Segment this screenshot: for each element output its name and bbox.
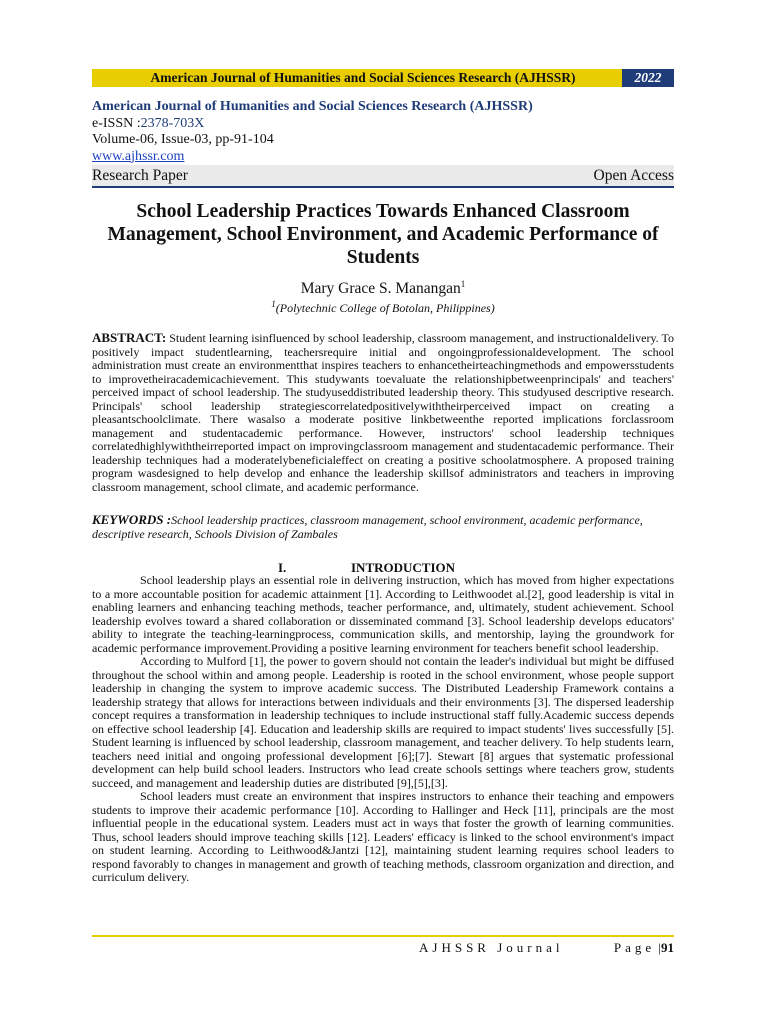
paragraph: According to Mulford [1], the power to govern should not contain the leader's individual but might be diffused throughout the school within and among people. Leadership is rooted in the school environment, whose people support leadership in changing the system to improve academic success. The Distributed Leadership Framework contains a leadership strategy that allows for interactions between individuals and their environments [3]. The dispersed leadership concept requires a transformation in leadership techniques to include instructional staff fully.Academic success depends on effective school leadership [4]. Education and leadership skills are required to impact students' lives successfully [5]. Student learning is influenced by school leadership, classroom management, and teacher delivery. To help students learn, teachers need initial and ongoing professional development [6];[7]. Stewart [8] argues that systematic professional development can help build school leaders. Instructors who lead create schools settings where teachers grow, students succeed, and management and leadership duties are distributed [9],[5],[3]. — [92, 654, 674, 790]
keywords-text: School leadership practices, classroom management, school environment, academic performance, descriptive research, Schools Division of Zambales — [92, 513, 643, 541]
keywords-label: KEYWORDS : — [92, 512, 172, 527]
publication-info — [92, 99, 533, 165]
abstract — [92, 331, 674, 494]
page-footer — [92, 940, 674, 956]
author-affiliation-line — [92, 299, 674, 316]
issn-line — [92, 116, 533, 133]
footer-page-separator: | — [658, 940, 661, 955]
footer-page — [614, 940, 674, 956]
footer-divider — [92, 935, 674, 937]
paragraph: School leaders must create an environment that inspires instructors to enhance their teaching and empowers students to improve their academic performance [10]. According to Hallinger and Heck [11], principals are the most influential people in the educational system. Leaders must act in ways that foster the growth of learning communities. Thus, school leaders should improve teaching skills [12]. Leaders' efficacy is linked to the school environment's impact on student learning. According to Leithwood&Jantzi [12], maintaining student learning requires school leaders to respond favorably to changes in management and growth of teaching methods, classroom organization and direction, and curriculum delivery. — [92, 789, 674, 884]
website-link[interactable]: www.ajhssr.com — [92, 148, 185, 164]
footer-page-label: Page — [613, 940, 656, 955]
author-affiliation: (Polytechnic College of Botolan, Philippines) — [275, 301, 495, 315]
author-name: Mary Grace S. Manangan — [300, 280, 461, 298]
footer-journal: AJHSSR Journal — [419, 940, 564, 955]
paper-title: School Leadership Practices Towards Enhanced Classroom Management, School Environment, and Academic Performance of Students — [107, 201, 659, 268]
journal-header-bar — [92, 69, 674, 87]
journal-header-year: 2022 — [622, 69, 674, 87]
issn-value: 2378-703X — [140, 115, 205, 131]
introduction-body — [92, 574, 674, 885]
author-superscript: 1 — [460, 279, 466, 289]
journal-name: American Journal of Humanities and Social Sciences Research (AJHSSR) — [92, 99, 533, 114]
paper-type-row — [92, 165, 674, 188]
affiliation-superscript: 1 — [271, 299, 276, 309]
keywords — [92, 513, 674, 541]
paragraph: School leadership plays an essential role in delivering instruction, which has moved from higher expectations to a more accountable position for academic attainment [1]. According to Leithwoodet al.[2], good leadership is vital in enabling learners and enhancing teaching methods, teacher performance, and, ultimately, student achievement. School leadership evolves toward a shared collaboration or disseminated command [3]. School leadership develops educators' ability to integrate the teaching-learningprocess, communication skills, and mentorship, laying the groundwork for academic performance improvement.Providing a positive learning environment for teachers benefit school leadership. — [92, 573, 674, 655]
abstract-text: Student learning isinfluenced by school leadership, classroom management, and instructionaldelivery. To positively impact studentlearning, teachersrequire initial and ongoingprofessionaldevelopment. The school administration must create an environmentthat inspires teachers to enhancetheirteachingmethods and empowersstudents to improvetheiracademicachievement. This studywants toevaluate the relationshipbetweenprincipals' and teachers' perceived impact of school leadership. The studyuseddistributed leadership theory. This studyused descriptive research. Principals' school leadership strategiescorrelatedpositivelywiththeirperceived impact on creating a pleasantschoolclimate. There wasalso a moderate positive linkbetweenthe reported implications forclassroom management and studentacademic performance. However, instructors' school leadership techniques correlatedhighlywiththeirreported impact on improvingclassroom management and studentacademic performance. Their leadership techniques had a moderatelybeneficialeffect on creating a positive schoolatmosphere. A proposed training program wasdesigned to help develop and enhance the leadership skillsof administrators and teachers in improving classroom management, school climate, and academic performance. — [92, 331, 674, 494]
volume-info: Volume-06, Issue-03, pp-91-104 — [92, 132, 274, 147]
issn-label: e-ISSN : — [92, 115, 141, 131]
journal-header-title: American Journal of Humanities and Social Sciences Research (AJHSSR) — [150, 70, 576, 85]
footer-page-number: 91 — [661, 940, 674, 955]
section-title: INTRODUCTION — [351, 560, 456, 575]
abstract-label: ABSTRACT: — [92, 330, 167, 345]
section-number: I. — [278, 560, 287, 575]
paper-type: Research Paper — [92, 166, 188, 184]
author-line — [92, 279, 674, 298]
access-type: Open Access — [593, 166, 674, 184]
